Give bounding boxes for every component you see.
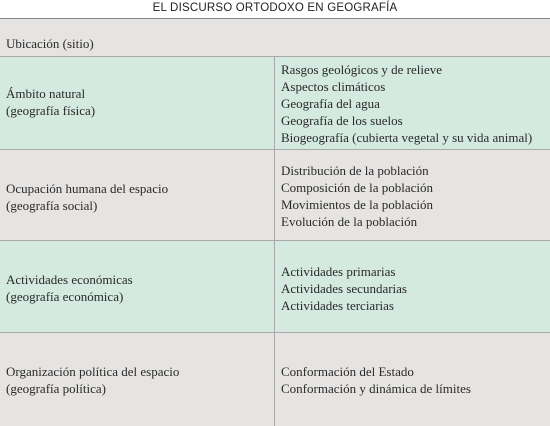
list-item: Rasgos geológicos y de relieve: [281, 62, 443, 77]
table-row-ambito-natural: [0, 57, 550, 150]
row-category: Ámbito natural: [6, 86, 86, 101]
row-category: Actividades económicas: [6, 272, 133, 287]
table-title: EL DISCURSO ORTODOXO EN GEOGRAFÍA: [152, 2, 398, 14]
list-item: Conformación del Estado: [281, 364, 414, 379]
list-item: Distribución de la población: [281, 163, 429, 178]
cell-right-actividades-economicas: [281, 263, 407, 314]
geography-table: [0, 18, 550, 425]
cell-left-actividades-economicas: [6, 271, 133, 305]
list-item: Actividades terciarias: [281, 298, 394, 313]
cell-right-ambito-natural: [281, 61, 532, 146]
cell-ubicacion: Ubicación (sitio): [6, 36, 94, 51]
row-subcategory: (geografía social): [6, 198, 98, 213]
cell-left-organizacion-politica: [6, 363, 179, 397]
table-row-ubicacion: [0, 19, 550, 57]
column-divider: [274, 241, 275, 332]
cell-right-organizacion-politica: [281, 363, 471, 397]
row-subcategory: (geografía política): [6, 381, 106, 396]
list-item: Composición de la población: [281, 180, 434, 195]
list-item: Aspectos climáticos: [281, 79, 386, 94]
table-row-organizacion-politica: [0, 333, 550, 426]
list-item: Geografía del agua: [281, 96, 380, 111]
list-item: Evolución de la población: [281, 214, 418, 229]
list-item: Actividades primarias: [281, 264, 396, 279]
row-subcategory: (geografía económica): [6, 289, 124, 304]
list-item: Biogeografía (cubierta vegetal y su vida animal): [281, 130, 533, 145]
row-category: Ocupación humana del espacio: [6, 181, 169, 196]
column-divider: [274, 333, 275, 426]
column-divider: [274, 57, 275, 149]
column-divider: [274, 150, 275, 240]
cell-left-ambito-natural: [6, 85, 95, 119]
cell-right-ocupacion-humana: [281, 162, 433, 230]
list-item: Movimientos de la población: [281, 197, 434, 212]
row-category: Organización política del espacio: [6, 364, 180, 379]
list-item: Conformación y dinámica de límites: [281, 381, 471, 396]
table-row-actividades-economicas: [0, 241, 550, 333]
list-item: Geografía de los suelos: [281, 113, 403, 128]
list-item: Actividades secundarias: [281, 281, 407, 296]
row-subcategory: (geografía física): [6, 103, 96, 118]
table-row-ocupacion-humana: [0, 150, 550, 241]
cell-left-ocupacion-humana: [6, 180, 168, 214]
